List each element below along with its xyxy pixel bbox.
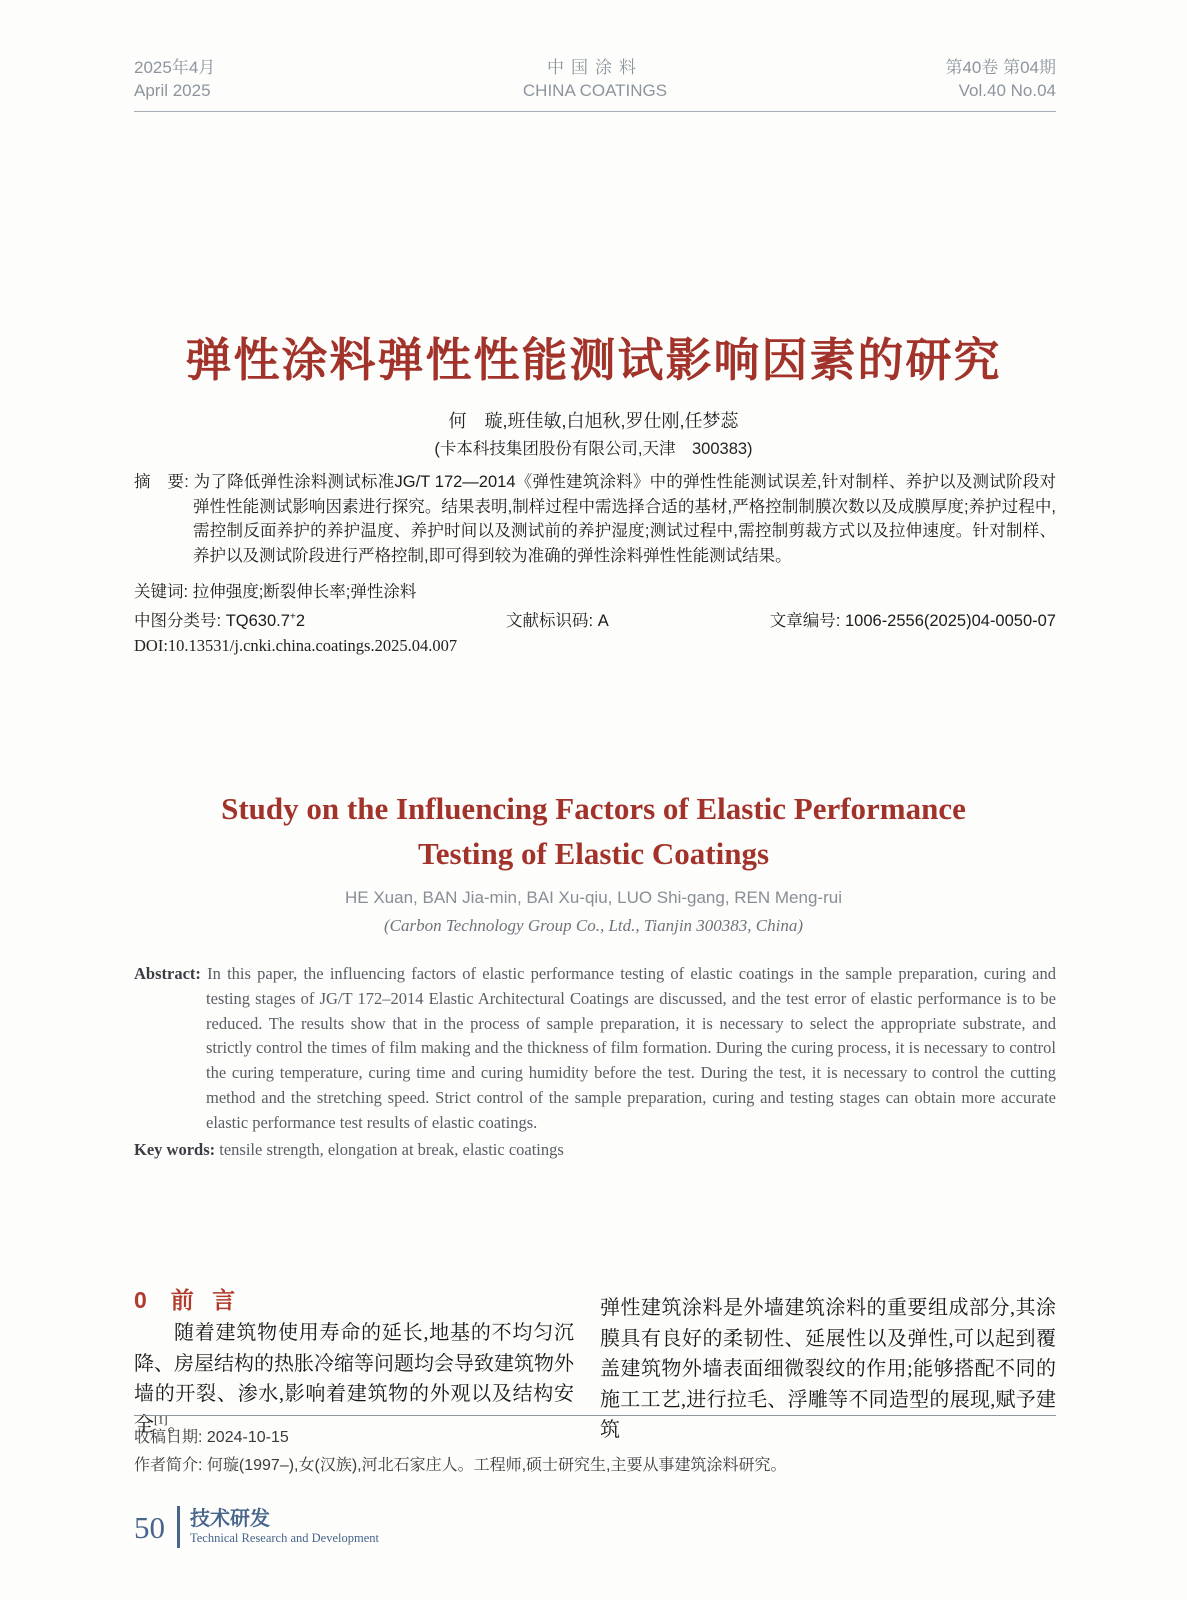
article-title-en	[0, 786, 1187, 876]
keywords-en	[134, 1140, 1056, 1160]
clc-main: TQ630.7	[225, 612, 290, 630]
doi-label: DOI:	[134, 636, 168, 655]
abstract-zh-label: 摘 要:	[134, 473, 189, 491]
classification-row	[134, 607, 1056, 631]
body-column-left	[134, 1318, 574, 1440]
body-left-text: 随着建筑物使用寿命的延长,地基的不均匀沉降、房屋结构的热胀冷缩等问题均会导致建筑物外墙的开裂、渗水,影响着建筑物的外观以及结构安全	[134, 1322, 574, 1436]
affiliation-en: (Carbon Technology Group Co., Ltd., Tianjin 300383, China)	[383, 916, 804, 935]
running-head	[134, 56, 1056, 112]
author-bio-value: 何璇(1997–),女(汉族),河北石家庄人。工程师,硕士研究生,主要从事建筑涂料研究。	[206, 1457, 787, 1474]
author-bio-line	[134, 1452, 787, 1475]
running-head-row-zh	[134, 56, 1056, 79]
abstract-en-label: Abstract:	[134, 964, 201, 983]
article-id	[770, 607, 1056, 631]
journal-name-zh: 中国涂料	[547, 58, 643, 77]
footnote-divider	[134, 1415, 1056, 1416]
article-title-en-line2: Testing of Elastic Coatings	[417, 836, 770, 871]
issue-date-en: April 2025	[134, 81, 211, 100]
keywords-en-label: Key words:	[134, 1140, 216, 1159]
section-heading-preface	[134, 1282, 241, 1315]
column-name-zh: 技术研发	[190, 1508, 270, 1530]
article-id-value: 1006-2556(2025)04-0050-07	[844, 612, 1056, 630]
article-title-en-line1: Study on the Influencing Factors of Elastic Performance	[221, 791, 966, 826]
column-name-en: Technical Research and Development	[190, 1531, 379, 1545]
doi-value: 10.13531/j.cnki.china.coatings.2025.04.007	[167, 636, 458, 655]
issue-date-zh: 2025年4月	[134, 58, 216, 77]
doi-line	[134, 636, 457, 656]
received-date-line	[134, 1424, 289, 1447]
keywords-zh-text: 拉伸强度;断裂伸长率;弹性涂料	[192, 583, 417, 601]
clc-superscript: +	[289, 611, 296, 623]
citation-1-superscript: [1]	[154, 1412, 168, 1426]
footer-divider-bar	[177, 1506, 180, 1548]
abstract-zh	[134, 470, 1056, 568]
volume-issue-en: Vol.40 No.04	[958, 81, 1056, 100]
clc-number	[134, 607, 506, 631]
section-title: 前 言	[170, 1287, 242, 1313]
body-column-right	[600, 1293, 1056, 1446]
body-paragraph-left	[134, 1318, 574, 1440]
authors-zh: 何 璇,班佳敏,白旭秋,罗仕刚,任梦蕊	[448, 411, 739, 431]
document-code-label: 文献标识码:	[506, 612, 594, 630]
abstract-zh-text: 为了降低弹性涂料测试标准JG/T 172—2014《弹性建筑涂料》中的弹性性能测试误差,针对制样、养护以及测试阶段对弹性性能测试影响因素进行探究。结果表明,制样过程中需选择合适的基材,严格控制制膜次数以及成膜厚度;养护过程中,需控制反面养护的养护温度、养护时间以及测试前的养护湿度;测试过程中,需控制剪裁方式以及拉伸速度。针对制样、养护以及测试阶段进行严格控制,即可得到较为准确的弹性涂料弹性性能测试结果。	[193, 473, 1056, 565]
authors-en: HE Xuan, BAN Jia-min, BAI Xu-qiu, LUO Shi-gang, REN Meng-rui	[345, 888, 842, 907]
author-bio-label: 作者简介:	[134, 1457, 203, 1474]
document-code-value: A	[597, 612, 609, 630]
page-number: 50	[134, 1509, 165, 1545]
article-id-label: 文章编号:	[769, 612, 841, 630]
keywords-en-text: tensile strength, elongation at break, elastic coatings	[219, 1140, 564, 1159]
keywords-zh	[134, 578, 416, 602]
abstract-en	[134, 962, 1056, 1136]
footer-column-info	[190, 1508, 379, 1546]
received-date-label: 收稿日期:	[134, 1429, 203, 1446]
body-right-text: 弹性建筑涂料是外墙建筑涂料的重要组成部分,其涂膜具有良好的柔韧性、延展性以及弹性,可以起到覆盖建筑物外墙表面细微裂纹的作用;能够搭配不同的施工工艺,进行拉毛、浮雕等不同造型的展现,赋予建筑	[600, 1297, 1056, 1441]
clc-tail: 2	[295, 612, 306, 630]
volume-issue-zh: 第40卷 第04期	[945, 58, 1056, 77]
document-code	[506, 607, 770, 631]
clc-label: 中图分类号:	[134, 612, 222, 630]
keywords-zh-label: 关键词:	[134, 583, 189, 601]
affiliation-zh: (卡本科技集团股份有限公司,天津 300383)	[434, 440, 753, 458]
journal-name-en: CHINA COATINGS	[522, 81, 668, 100]
section-number: 0	[134, 1287, 147, 1313]
abstract-en-text: In this paper, the influencing factors of elastic performance testing of elastic coatings in the sample preparation, curing and testing stages of JG/T 172–2014 Elastic Architectural Coatings are discussed, and the test error of elastic performance is to be reduced. The results show that in the process of sample preparation, it is necessary to select the appropriate substrate, and strictly control the times of film making and the thickness of film formation. During the curing process, it is necessary to control the curing temperature, curing time and curing humidity before the test. During the test, it is necessary to control the cutting method and the stretching speed. Strict control of the sample preparation, curing and testing stages can obtain more accurate elastic performance test results of elastic coatings.	[206, 964, 1056, 1132]
page-footer	[134, 1506, 379, 1548]
article-title-zh: 弹性涂料弹性性能测试影响因素的研究	[185, 334, 1002, 386]
received-date-value: 2024-10-15	[206, 1429, 289, 1446]
running-head-row-en	[134, 79, 1056, 102]
body-left-text-end: 。	[167, 1413, 188, 1436]
